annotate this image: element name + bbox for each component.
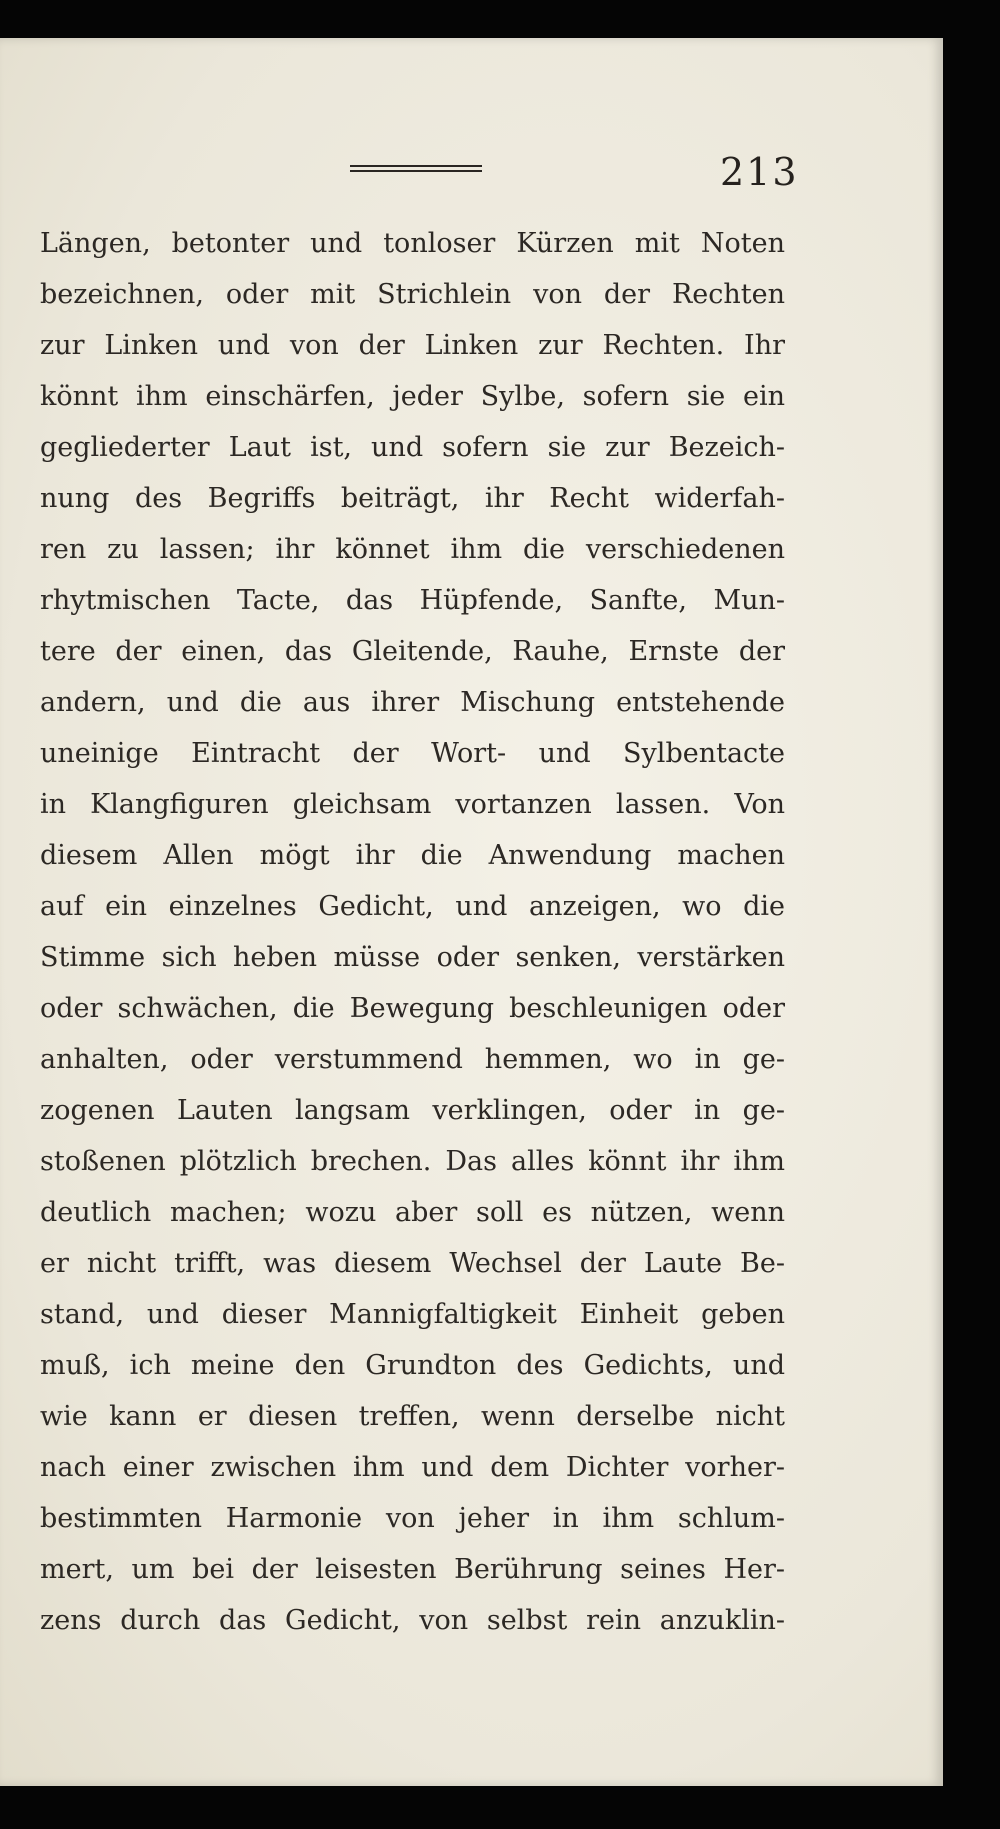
body-text <box>40 218 785 1646</box>
text-line: wie kann er diesen treffen, wenn derselbe nicht <box>40 1401 785 1432</box>
text-line: stand, und dieser Mannigfaltigkeit Einheit geben <box>40 1299 785 1330</box>
text-line: diesem Allen mögt ihr die Anwendung machen <box>40 840 785 871</box>
header-rule <box>350 165 482 177</box>
text-line: ren zu lassen; ihr könnet ihm die verschiedenen <box>40 534 785 565</box>
text-line: deutlich machen; wozu aber soll es nützen, wenn <box>40 1197 785 1228</box>
text-line: könnt ihm einschärfen, jeder Sylbe, sofern sie ein <box>40 381 785 412</box>
text-line: rhytmischen Tacte, das Hüpfende, Sanfte, Mun- <box>40 585 785 616</box>
text-line: mert, um bei der leisesten Berührung seines Her- <box>40 1554 785 1585</box>
book-page <box>0 38 943 1786</box>
text-line: nach einer zwischen ihm und dem Dichter vorher- <box>40 1452 785 1483</box>
text-line: Stimme sich heben müsse oder senken, verstärken <box>40 942 785 973</box>
text-line: bezeichnen, oder mit Strichlein von der Rechten <box>40 279 785 310</box>
text-line: anhalten, oder verstummend hemmen, wo in ge- <box>40 1044 785 1075</box>
text-line: nung des Begriffs beiträgt, ihr Recht widerfah- <box>40 483 785 514</box>
text-line: zens durch das Gedicht, von selbst rein anzuklin- <box>40 1605 785 1636</box>
text-line: andern, und die aus ihrer Mischung entstehende <box>40 687 785 718</box>
text-line: muß, ich meine den Grundton des Gedichts, und <box>40 1350 785 1381</box>
page-number: 213 <box>720 150 799 194</box>
text-line: Längen, betonter und tonloser Kürzen mit Noten <box>40 228 785 259</box>
text-line: tere der einen, das Gleitende, Rauhe, Ernste der <box>40 636 785 667</box>
text-line: zogenen Lauten langsam verklingen, oder in ge- <box>40 1095 785 1126</box>
text-line: in Klangfiguren gleichsam vortanzen lassen. Von <box>40 789 785 820</box>
text-line: uneinige Eintracht der Wort- und Sylbentacte <box>40 738 785 769</box>
text-line: oder schwächen, die Bewegung beschleunigen oder <box>40 993 785 1024</box>
text-line: auf ein einzelnes Gedicht, und anzeigen, wo die <box>40 891 785 922</box>
text-line: zur Linken und von der Linken zur Rechten. Ihr <box>40 330 785 361</box>
text-line: gegliederter Laut ist, und sofern sie zur Bezeich- <box>40 432 785 463</box>
text-line: er nicht trifft, was diesem Wechsel der Laute Be- <box>40 1248 785 1279</box>
text-line: bestimmten Harmonie von jeher in ihm schlum- <box>40 1503 785 1534</box>
text-line: stoßenen plötzlich brechen. Das alles könnt ihr ihm <box>40 1146 785 1177</box>
